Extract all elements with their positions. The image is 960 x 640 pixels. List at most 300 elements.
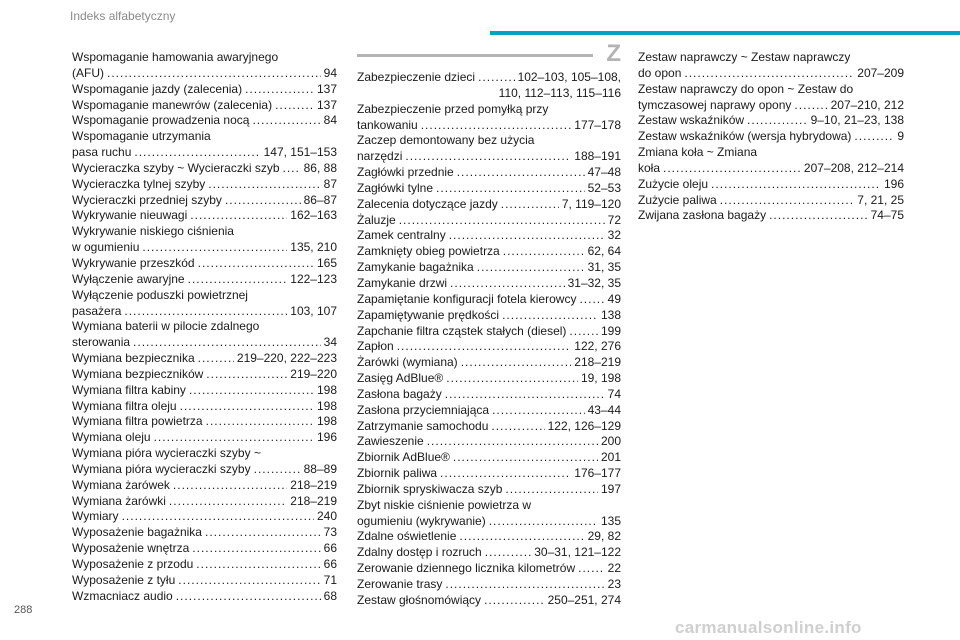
index-term: Zasłona przyciemniająca <box>357 402 490 417</box>
index-entry <box>357 371 621 387</box>
page-reference: 138 <box>600 307 621 322</box>
dot-leader <box>446 371 578 387</box>
index-term: Wymiana oleju <box>72 430 151 445</box>
index-entry <box>357 403 621 419</box>
index-term: Wyposażenie bagażnika <box>72 525 202 540</box>
index-entry <box>72 193 337 209</box>
index-entry-row <box>72 525 337 541</box>
index-term: Zwijana zasłona bagaży <box>638 208 767 223</box>
page-reference: 219–220 <box>290 366 337 381</box>
dot-leader <box>445 387 605 403</box>
index-entry <box>638 177 904 193</box>
index-entry <box>72 589 337 605</box>
page-reference: 88–89 <box>303 461 337 476</box>
index-term: do opon <box>638 65 682 80</box>
page-reference: 68 <box>323 588 337 603</box>
index-entry-row <box>357 197 621 213</box>
index-entry <box>72 414 337 430</box>
index-entry <box>638 193 904 209</box>
index-entry-heading: Zmiana koła ~ Zmiana <box>638 145 758 160</box>
index-entry-row <box>357 149 621 165</box>
dot-leader <box>578 561 605 577</box>
index-column-2 <box>357 40 621 609</box>
index-entry <box>357 419 621 435</box>
dot-leader <box>178 573 320 589</box>
index-entry <box>357 260 621 276</box>
index-entry-row <box>72 161 337 177</box>
index-entry-row <box>357 339 621 355</box>
dot-leader <box>405 149 571 165</box>
index-term: Wspomaganie jazdy (zalecenia) <box>72 81 243 96</box>
page-reference: 137 <box>316 81 337 96</box>
index-entry <box>72 494 337 510</box>
letter-rule <box>357 54 593 57</box>
index-entry-row <box>357 387 621 403</box>
index-entry <box>357 498 621 530</box>
index-entry <box>72 478 337 494</box>
dot-leader <box>501 197 559 213</box>
index-entry-heading: Zabezpieczenie przed pomyłką przy <box>357 101 549 116</box>
header-title: Indeks alfabetyczny <box>70 9 176 23</box>
dot-leader <box>283 161 301 177</box>
index-term: Zapłon <box>357 339 394 354</box>
page-reference: 162–163 <box>290 208 337 223</box>
page-reference: 43–44 <box>587 402 621 417</box>
index-entry-row <box>72 557 337 573</box>
index-entry-row <box>357 260 621 276</box>
index-entry-row <box>357 514 621 530</box>
page-reference: 32 <box>607 228 621 243</box>
index-entry <box>357 482 621 498</box>
index-entry-heading: Zestaw naprawczy ~ Zestaw naprawczy <box>638 50 851 64</box>
page-reference: 74–75 <box>870 208 904 223</box>
page-reference: 198 <box>316 398 337 413</box>
dot-leader <box>180 399 314 415</box>
index-entry <box>72 430 337 446</box>
index-term: Zagłówki przednie <box>357 165 454 180</box>
header-accent-bar <box>490 31 960 35</box>
index-entry <box>638 208 904 224</box>
dot-leader <box>169 494 287 510</box>
index-term: Zerowanie dziennego licznika kilometrów <box>357 561 576 576</box>
page-reference: 31, 35 <box>587 260 621 275</box>
index-term: Zdalny dostęp i rozruch <box>357 545 482 560</box>
index-entry-row <box>357 593 621 609</box>
dot-leader <box>254 462 301 478</box>
dot-leader <box>190 208 287 224</box>
dot-leader <box>477 260 585 276</box>
index-entry-row <box>638 177 904 193</box>
page-reference: 103, 107 <box>290 303 337 318</box>
index-entry <box>72 272 337 288</box>
index-term: sterowania <box>72 335 131 350</box>
dot-leader <box>124 304 287 320</box>
index-entry-row <box>72 304 337 320</box>
page-reference: 240 <box>316 509 337 524</box>
index-entry-row <box>638 113 904 129</box>
index-entry <box>72 509 337 525</box>
page-reference: 188–191 <box>574 149 621 164</box>
index-term: Wymiary <box>72 509 119 524</box>
letter-heading <box>357 40 621 70</box>
dot-leader <box>133 335 321 351</box>
page-reference-continued: 110, 112–113, 115–116 <box>498 85 621 100</box>
index-entry <box>357 434 621 450</box>
index-entry-row <box>357 403 621 419</box>
dot-leader <box>484 593 545 609</box>
index-term: Wykrywanie przeszkód <box>72 255 195 270</box>
index-entry-row <box>72 272 337 288</box>
index-term: Wymiana bezpiecznika <box>72 351 195 366</box>
index-entry-heading: Zaczep demontowany bez użycia <box>357 133 535 148</box>
page-reference: 86, 88 <box>303 160 337 175</box>
index-term: Wyłączenie awaryjne <box>72 271 185 286</box>
page-reference: 147, 151–153 <box>263 145 337 160</box>
dot-leader <box>711 177 881 193</box>
index-entry <box>638 129 904 145</box>
index-entry-row <box>72 98 337 114</box>
dot-leader <box>485 545 532 561</box>
index-entry <box>72 557 337 573</box>
dot-leader <box>440 466 571 482</box>
page-reference: 84 <box>323 113 337 128</box>
index-entry-row <box>72 383 337 399</box>
index-entry-row <box>357 213 621 229</box>
dot-leader <box>445 577 604 593</box>
index-entry-row <box>72 414 337 430</box>
dot-leader <box>399 213 605 229</box>
dot-leader <box>459 529 584 545</box>
index-entry <box>357 529 621 545</box>
index-entry-row <box>72 82 337 98</box>
index-term: Zasłona bagaży <box>357 386 442 401</box>
dot-leader <box>142 240 287 256</box>
index-entry <box>357 593 621 609</box>
index-entry <box>357 308 621 324</box>
page-reference: 207–208, 212–214 <box>803 160 904 175</box>
page-reference: 207–209 <box>857 65 904 80</box>
index-entry-row <box>638 98 904 114</box>
index-term: Wymiana filtra oleju <box>72 398 177 413</box>
index-term: pasażera <box>72 303 122 318</box>
index-entry-row <box>357 419 621 435</box>
index-entry-row <box>72 462 337 478</box>
index-term: Żaluzje <box>357 212 396 227</box>
index-entry-row <box>357 276 621 292</box>
page-reference: 218–219 <box>574 355 621 370</box>
page-reference: 196 <box>316 430 337 445</box>
index-entry <box>357 181 621 197</box>
index-entry <box>357 228 621 244</box>
index-term: Zabezpieczenie dzieci <box>357 70 476 84</box>
index-entry-row <box>357 371 621 387</box>
index-term: Zużycie paliwa <box>638 192 717 207</box>
index-entry-row <box>72 589 337 605</box>
page-reference: 196 <box>883 176 904 191</box>
index-term: pasa ruchu <box>72 145 132 160</box>
index-term: Zalecenia dotyczące jazdy <box>357 196 498 211</box>
page-reference: 73 <box>323 525 337 540</box>
index-term: tankowaniu <box>357 117 418 132</box>
page-reference: 200 <box>600 434 621 449</box>
page-reference: 218–219 <box>290 493 337 508</box>
index-entry-heading: Wykrywanie niskiego ciśnienia <box>72 224 234 239</box>
dot-leader <box>854 129 894 145</box>
index-entry <box>357 292 621 308</box>
index-entry-heading: Wspomaganie utrzymania <box>72 129 211 144</box>
index-term: Wspomaganie prowadzenia nocą <box>72 113 250 128</box>
index-entry-heading: Zbyt niskie ciśnienie powietrza w <box>357 497 532 512</box>
index-term: Zamknięty obieg powietrza <box>357 244 500 259</box>
index-entry <box>72 446 337 478</box>
dot-leader <box>457 165 585 181</box>
dot-leader <box>491 419 544 435</box>
index-entry-row <box>357 355 621 371</box>
index-entry <box>72 319 337 351</box>
page-reference: 165 <box>316 255 337 270</box>
page-reference: 7, 21, 25 <box>857 192 904 207</box>
index-entry-row <box>72 145 337 161</box>
dot-leader <box>134 145 260 161</box>
page-reference: 34 <box>323 335 337 350</box>
index-entry <box>638 50 904 82</box>
index-entry <box>357 339 621 355</box>
index-entry <box>72 399 337 415</box>
index-term: Zestaw wskaźników <box>638 113 745 128</box>
dot-leader <box>478 70 514 86</box>
index-entry <box>72 82 337 98</box>
index-entry-row <box>357 545 621 561</box>
index-term: Zamykanie bagażnika <box>357 260 474 275</box>
index-entry <box>72 256 337 272</box>
index-entry <box>357 450 621 466</box>
index-term: Zamykanie drzwi <box>357 275 448 290</box>
dot-leader <box>122 509 314 525</box>
page-reference: 62, 64 <box>587 244 621 259</box>
index-term: tymczasowej naprawy opony <box>638 97 792 112</box>
dot-leader <box>189 383 314 399</box>
index-term: Zestaw głośnomówiący <box>357 592 482 607</box>
index-term: w ogumieniu <box>72 240 140 255</box>
index-entry-row <box>357 466 621 482</box>
index-entry <box>72 525 337 541</box>
page-reference: 218–219 <box>290 477 337 492</box>
dot-leader <box>579 292 604 308</box>
index-term: Zdalne oświetlenie <box>357 529 457 544</box>
page-reference: 72 <box>607 212 621 227</box>
index-term: Wyposażenie wnętrza <box>72 541 190 556</box>
index-entry-row <box>72 256 337 272</box>
index-entry-row <box>72 494 337 510</box>
index-entry <box>357 577 621 593</box>
index-term: Wymiana filtra kabiny <box>72 382 186 397</box>
index-entry-row <box>72 509 337 525</box>
index-entry-row <box>72 113 337 129</box>
index-entry <box>72 383 337 399</box>
index-entry <box>357 70 621 102</box>
index-entry-row <box>72 193 337 209</box>
index-entry-heading: Wyłączenie poduszki powietrznej <box>72 287 248 302</box>
index-entry-row <box>357 308 621 324</box>
index-entry-row <box>72 177 337 193</box>
index-entry-row <box>72 367 337 383</box>
page-reference: 87 <box>323 176 337 191</box>
dot-leader <box>198 256 314 272</box>
page-reference: 135 <box>600 513 621 528</box>
index-entry <box>638 145 904 177</box>
dot-leader <box>769 208 868 224</box>
page-reference: 52–53 <box>587 180 621 195</box>
index-term: Zatrzymanie samochodu <box>357 418 489 433</box>
index-term: ogumieniu (wykrywanie) <box>357 513 486 528</box>
index-entry <box>357 355 621 371</box>
page-reference: 250–251, 274 <box>547 592 621 607</box>
index-term: Zagłówki tylne <box>357 180 434 195</box>
index-entry <box>72 367 337 383</box>
page-reference: 7, 119–120 <box>561 196 621 211</box>
dot-leader <box>449 228 605 244</box>
index-entry-heading: Wspomaganie hamowania awaryjnego <box>72 50 279 64</box>
section-letter: Z <box>606 40 621 67</box>
dot-leader <box>505 482 598 498</box>
index-term: Wzmacniacz audio <box>72 588 173 603</box>
index-entry-row <box>357 165 621 181</box>
index-entry-row <box>357 450 621 466</box>
page-reference: 47–48 <box>587 165 621 180</box>
index-term: Zapchanie filtra cząstek stałych (diesel) <box>357 323 567 338</box>
dot-leader <box>176 589 321 605</box>
index-entry-row <box>638 66 904 82</box>
dot-leader <box>502 308 598 324</box>
page-reference: 49 <box>607 291 621 306</box>
dot-leader <box>747 113 808 129</box>
index-term: Zużycie oleju <box>638 176 709 191</box>
dot-leader <box>397 339 572 355</box>
index-entry-row <box>357 292 621 308</box>
index-term: Wymiana żarówki <box>72 493 166 508</box>
index-entry <box>72 129 337 161</box>
index-term: Zerowanie trasy <box>357 577 443 591</box>
index-entry-row <box>72 208 337 224</box>
index-term: Zbiornik spryskiwacza szyb <box>357 481 503 496</box>
index-entry <box>357 276 621 292</box>
page-reference: 19, 198 <box>580 371 621 386</box>
index-term: Wycieraczka tylnej szyby <box>72 176 206 191</box>
page-reference: 66 <box>323 541 337 556</box>
index-entry-row <box>72 399 337 415</box>
dot-leader <box>569 324 598 340</box>
dot-leader <box>107 66 321 82</box>
index-entry <box>357 387 621 403</box>
index-entry <box>72 161 337 177</box>
index-entry <box>357 324 621 340</box>
index-entry-row <box>72 66 337 82</box>
index-term: Zestaw wskaźników (wersja hybrydowa) <box>638 129 852 144</box>
dot-leader <box>245 82 314 98</box>
page-reference: 29, 82 <box>587 529 621 544</box>
index-term: Wspomaganie manewrów (zalecenia) <box>72 97 273 112</box>
page-reference: 122, 276 <box>574 339 621 354</box>
page-reference: 9 <box>897 129 904 144</box>
dot-leader <box>436 181 585 197</box>
page-reference: 135, 210 <box>290 240 337 255</box>
index-term: Wymiana pióra wycieraczki szyby <box>72 461 251 476</box>
index-entry-row <box>357 181 621 197</box>
index-entry-row <box>357 228 621 244</box>
index-entry-row <box>357 577 621 593</box>
index-entry-row <box>72 351 337 367</box>
page-reference: 198 <box>316 382 337 397</box>
index-entry <box>72 98 337 114</box>
dot-leader <box>205 525 321 541</box>
index-entry <box>357 466 621 482</box>
index-entry-row <box>72 335 337 351</box>
dot-leader <box>206 367 287 383</box>
index-term: Zawieszenie <box>357 434 424 449</box>
index-entry <box>72 573 337 589</box>
page-reference: 71 <box>323 572 337 587</box>
index-term: narzędzi <box>357 149 403 164</box>
page-number: 288 <box>14 604 33 616</box>
page-reference: 102–103, 105–108, <box>517 70 621 84</box>
index-entry-row <box>357 529 621 545</box>
index-entry-row <box>72 541 337 557</box>
page-reference: 86–87 <box>303 192 337 207</box>
index-entry <box>72 50 337 82</box>
index-term: Zamek centralny <box>357 228 446 243</box>
page-reference: 94 <box>323 65 337 80</box>
index-entry <box>357 102 621 134</box>
index-term: Zasięg AdBlue® <box>357 371 444 386</box>
index-entry <box>357 213 621 229</box>
index-term: Wymiana żarówek <box>72 477 170 492</box>
index-column-1 <box>72 50 337 605</box>
index-column-3 <box>638 50 904 224</box>
page-reference: 199 <box>600 323 621 338</box>
page-reference: 30–31, 121–122 <box>534 545 621 560</box>
index-entry <box>72 113 337 129</box>
index-entry <box>638 113 904 129</box>
index-entry <box>638 82 904 114</box>
page-reference: 31–32, 35 <box>567 275 621 290</box>
dot-leader <box>188 272 288 288</box>
index-entry-row <box>357 244 621 260</box>
page-reference: 219–220, 222–223 <box>236 351 337 366</box>
page-reference: 197 <box>600 481 621 496</box>
index-term: Zapamiętanie konfiguracji fotela kierowcy <box>357 291 577 306</box>
page-reference: 9–10, 21–23, 138 <box>810 113 904 128</box>
page-reference: 74 <box>607 386 621 401</box>
page-reference: 23 <box>607 577 621 591</box>
dot-leader <box>225 193 301 209</box>
dot-leader <box>421 118 572 134</box>
index-entry <box>72 208 337 224</box>
dot-leader <box>196 557 320 573</box>
page-reference: 122, 126–129 <box>547 418 621 433</box>
index-term: (AFU) <box>72 65 104 80</box>
dot-leader <box>489 514 598 530</box>
index-entry-row <box>638 193 904 209</box>
index-term: Zapamiętywanie prędkości <box>357 307 500 322</box>
index-entry <box>357 133 621 165</box>
dot-leader <box>173 478 287 494</box>
watermark: carmanualsonline.info <box>675 618 862 637</box>
index-entry <box>72 224 337 256</box>
index-entry-row <box>357 70 621 86</box>
page-reference: 201 <box>600 450 621 465</box>
dot-leader <box>503 244 585 260</box>
index-entry-row <box>357 434 621 450</box>
